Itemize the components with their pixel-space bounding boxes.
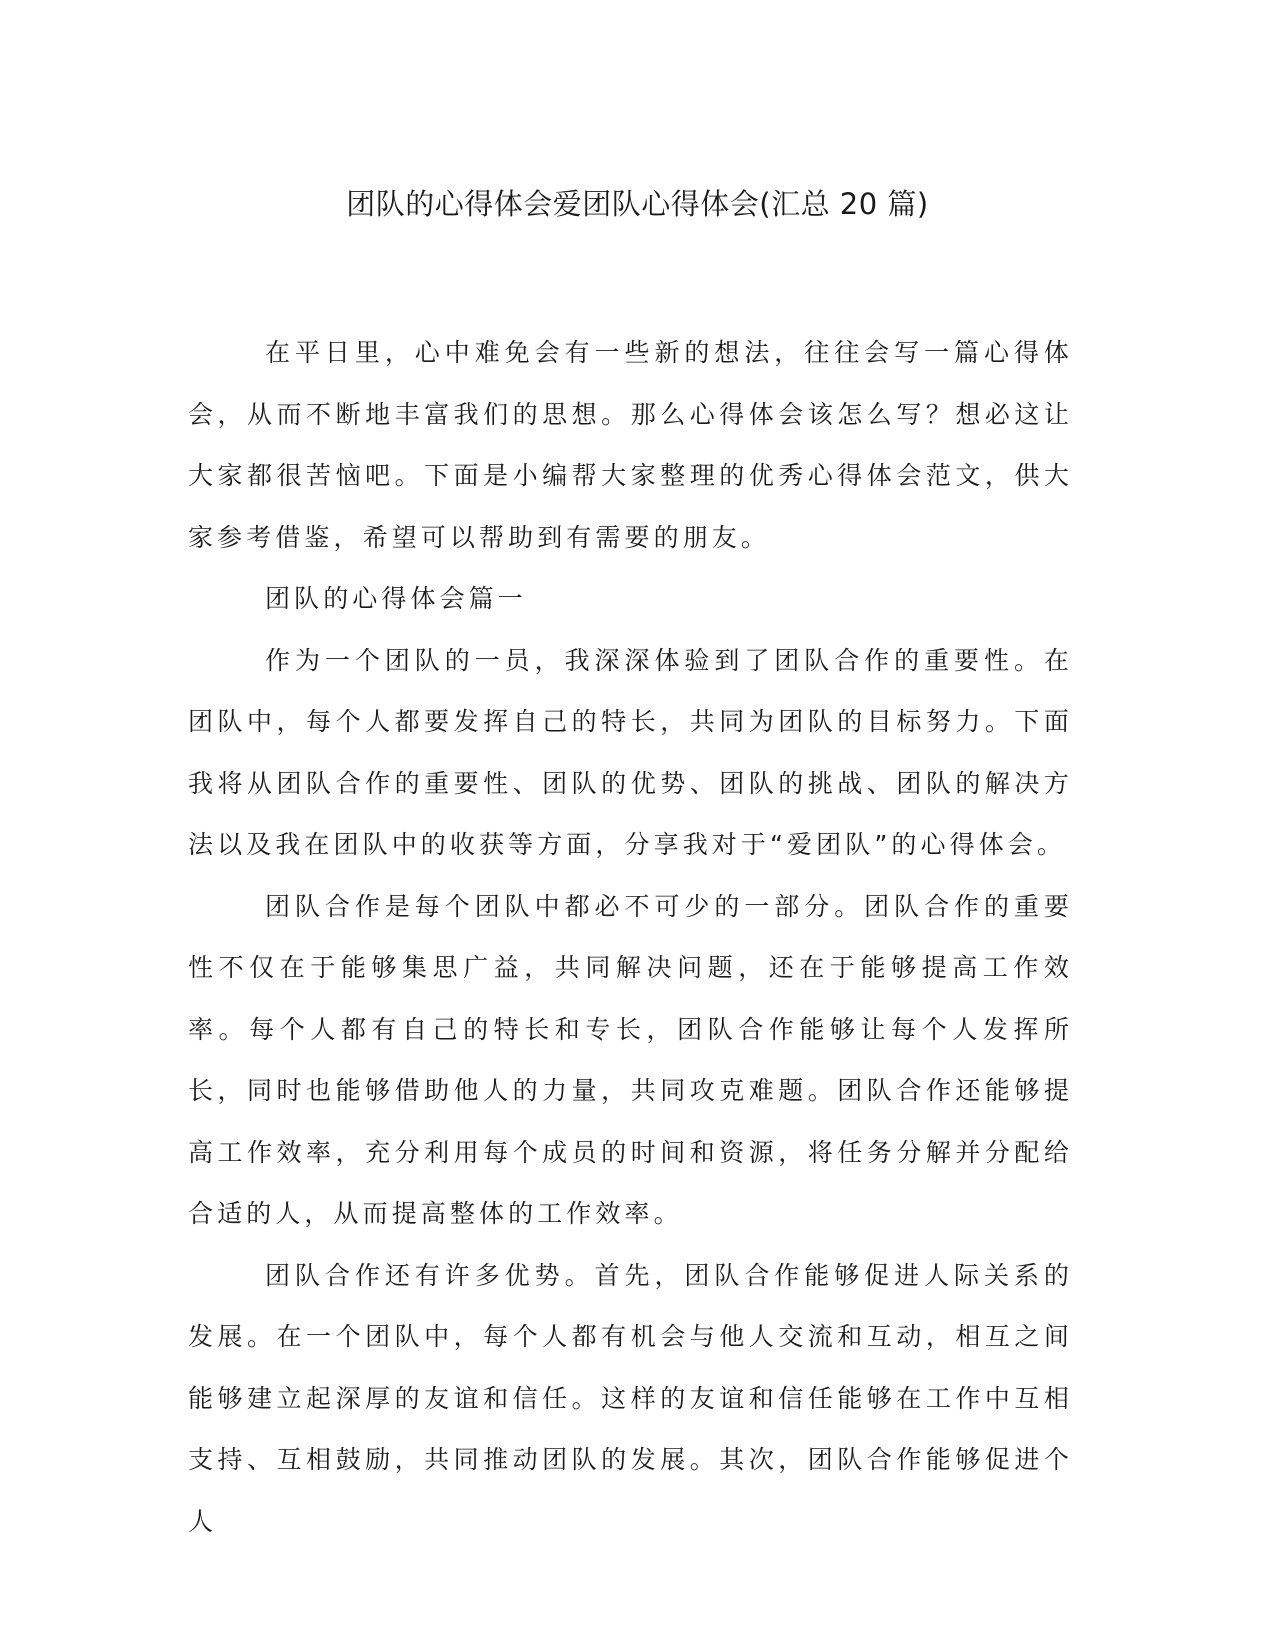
section-heading-1: 团队的心得体会篇一 xyxy=(265,584,527,613)
document-body xyxy=(188,322,1073,1552)
paragraph-3: 团队合作还有许多优势。首先，团队合作能够促进人际关系的发展。在一个团队中，每个人都有机会与他人交流和互动，相互之间能够建立起深厚的友谊和信任。这样的友谊和信任能够在工作中互相支持、互相鼓励，共同推动团队的发展。其次，团队合作能够促进个人 xyxy=(188,1260,1073,1536)
paragraph-2: 团队合作是每个团队中都必不可少的一部分。团队合作的重要性不仅在于能够集思广益，共同解决问题，还在于能够提高工作效率。每个人都有自己的特长和专长，团队合作能够让每个人发挥所长，同时也能够借助他人的力量，共同攻克难题。团队合作还能够提高工作效率，充分利用每个成员的时间和资源，将任务分解并分配给合适的人，从而提高整体的工作效率。 xyxy=(188,891,1073,1228)
paragraph-1: 作为一个团队的一员，我深深体验到了团队合作的重要性。在团队中，每个人都要发挥自己的特长，共同为团队的目标努力。下面我将从团队合作的重要性、团队的优势、团队的挑战、团队的解决方法以及我在团队中的收获等方面，分享我对于“爱团队”的心得体会。 xyxy=(188,645,1073,859)
document-title: 团队的心得体会爱团队心得体会(汇总 20 篇) xyxy=(346,187,929,221)
paragraph-intro: 在平日里，心中难免会有一些新的想法，往往会写一篇心得体会，从而不断地丰富我们的思想。那么心得体会该怎么写？想必这让大家都很苦恼吧。下面是小编帮大家整理的优秀心得体会范文，供大家参考借鉴，希望可以帮助到有需要的朋友。 xyxy=(188,338,1073,552)
